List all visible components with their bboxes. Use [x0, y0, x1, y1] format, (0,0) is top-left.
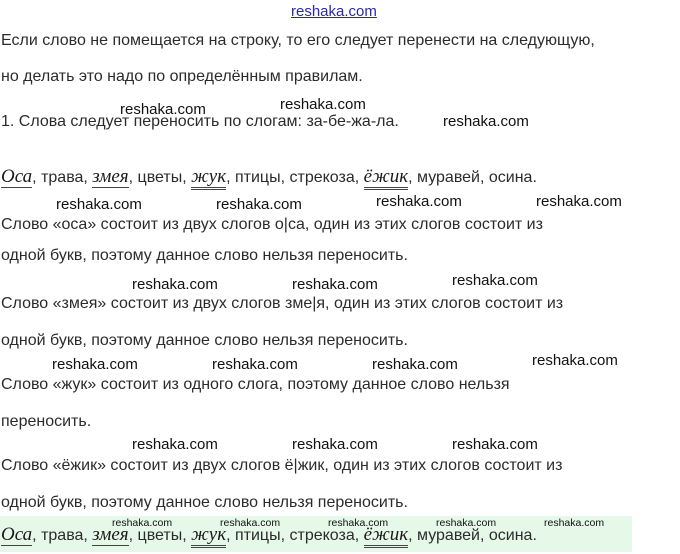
word-sep: , трава,: [32, 527, 93, 544]
word-osa: Оса: [1, 524, 33, 545]
rule-1: 1. Слова следует переносить по слогам: за-бе-жа-ла.: [1, 113, 399, 130]
word-sep: , цветы,: [128, 169, 192, 186]
explanation-ezhik-1: Слово «ёжик» состоит из двух слогов ё|жик, один из этих слогов состоит из: [1, 457, 563, 474]
explanation-zmeya-1: Слово «змея» состоит из двух слогов зме|я, один из этих слогов состоит из: [1, 295, 564, 312]
watermark: reshaka.com: [376, 193, 462, 210]
explanation-zhuk-2: переносить.: [1, 413, 92, 430]
watermark: reshaka.com: [536, 193, 622, 210]
watermark: reshaka.com: [292, 276, 378, 293]
word-sep: , трава,: [32, 169, 93, 186]
explanation-osa-1: Слово «оса» состоит из двух слогов о|са, один из этих слогов состоит из: [1, 216, 543, 233]
watermark: reshaka.com: [532, 352, 618, 369]
watermark: reshaka.com: [452, 272, 538, 289]
watermark: reshaka.com: [452, 436, 538, 453]
explanation-zhuk-1: Слово «жук» состоит из одного слога, поэтому данное слово нельзя: [1, 376, 510, 393]
watermark: reshaka.com: [280, 96, 366, 113]
explanation-osa-2: одной букв, поэтому данное слово нельзя переносить.: [1, 247, 408, 264]
word-zhuk: жук: [191, 524, 226, 548]
intro-line-2: но делать это надо по определённым правилам.: [1, 68, 363, 85]
word-zhuk: жук: [191, 166, 226, 190]
watermark: reshaka.com: [443, 113, 529, 130]
watermark: reshaka.com: [52, 356, 138, 373]
word-zmeya: змея: [92, 524, 129, 545]
watermark: reshaka.com: [212, 356, 298, 373]
watermark: reshaka.com: [544, 517, 605, 529]
site-link[interactable]: reshaka.com: [291, 3, 377, 20]
watermark: reshaka.com: [292, 436, 378, 453]
word-list: [1, 166, 537, 188]
word-osa: Оса: [1, 166, 33, 187]
word-sep: , птицы, стрекоза,: [226, 169, 364, 186]
watermark: reshaka.com: [216, 196, 302, 213]
word-ezhik: ёжик: [364, 524, 409, 548]
watermark: reshaka.com: [120, 101, 206, 118]
watermark: reshaka.com: [220, 517, 281, 529]
watermark: reshaka.com: [436, 517, 497, 529]
word-zmeya: змея: [92, 166, 129, 187]
explanation-zmeya-2: одной букв, поэтому данное слово нельзя переносить.: [1, 332, 408, 349]
explanation-ezhik-2: одной букв, поэтому данное слово нельзя переносить.: [1, 494, 408, 511]
cut-off-line: [1, 154, 401, 158]
word-sep: , птицы, стрекоза,: [226, 527, 364, 544]
watermark: reshaka.com: [328, 517, 389, 529]
watermark: reshaka.com: [372, 356, 458, 373]
watermark: reshaka.com: [56, 196, 142, 213]
word-sep: , муравей, осина.: [408, 169, 537, 186]
word-sep: , муравей, осина.: [408, 527, 537, 544]
watermark: reshaka.com: [112, 517, 173, 529]
word-ezhik: ёжик: [364, 166, 409, 190]
intro-line-1: Если слово не помещается на строку, то его следует перенести на следующую,: [1, 32, 595, 49]
watermark: reshaka.com: [132, 436, 218, 453]
word-sep: , цветы,: [128, 527, 192, 544]
watermark: reshaka.com: [132, 276, 218, 293]
